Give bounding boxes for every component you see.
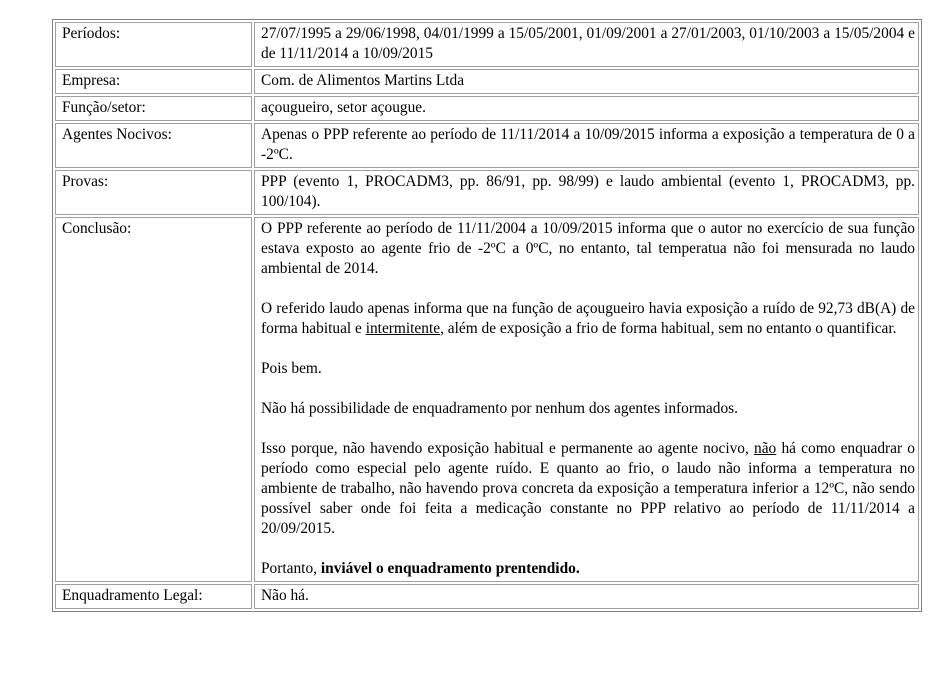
value-funcao: açougueiro, setor açougue. (254, 96, 919, 121)
conclusao-paragraph-4: Não há possibilidade de enquadramento por nenhum dos agentes informados. (261, 400, 738, 417)
label-periodos: Períodos: (55, 22, 252, 67)
summary-table (52, 19, 922, 612)
conclusao-p2-text-after: , além de exposição a frio de forma habitual, sem no entanto o quantificar. (440, 320, 897, 337)
row-funcao (55, 96, 919, 121)
conclusao-p2-text-before: O referido laudo apenas informa que na função de açougueiro havia exposição a ruído de 92,73 dB(A) de forma habitual e (261, 300, 915, 337)
row-agentes (55, 123, 919, 168)
conclusao-paragraph-6 (261, 559, 915, 579)
value-conclusao (254, 217, 919, 582)
conclusao-paragraph-1: O PPP referente ao período de 11/11/2004 a 10/09/2015 informa que o autor no exercício de sua função estava exposto ao agente frio de -2ºC a 0ºC, no entanto, tal temperatua não foi mensurada no laudo ambiental de 2014. (261, 220, 915, 277)
row-periodos (55, 22, 919, 67)
conclusao-p5-underlined-word: não (754, 440, 777, 457)
label-enquadramento: Enquadramento Legal: (55, 584, 252, 609)
conclusao-p6-text-before: Portanto, (261, 560, 321, 577)
conclusao-p6-bold-text: inviável o enquadramento prentendido. (320, 560, 580, 577)
value-agentes: Apenas o PPP referente ao período de 11/11/2014 a 10/09/2015 informa a exposição a temperatura de 0 a -2ºC. (254, 123, 919, 168)
row-empresa (55, 69, 919, 94)
value-empresa: Com. de Alimentos Martins Ltda (254, 69, 919, 94)
label-agentes: Agentes Nocivos: (55, 123, 252, 168)
label-conclusao: Conclusão: (55, 217, 252, 582)
row-conclusao (55, 217, 919, 582)
conclusao-p5-text-after: há como enquadrar o período como especial pelo agente ruído. E quanto ao frio, o laudo não informa a temperatura no ambiente de trabalho, não havendo prova concreta da exposição a temperatura inferior a 12ºC, não sendo possível saber onde foi feita a medicação constante no PPP relativo ao período de 11/11/2014 a 20/09/2015. (261, 440, 915, 537)
label-provas: Provas: (55, 170, 252, 215)
conclusao-p5-text-before: Isso porque, não havendo exposição habitual e permanente ao agente nocivo, (261, 440, 755, 457)
label-funcao: Função/setor: (55, 96, 252, 121)
conclusao-paragraph-3: Pois bem. (261, 360, 322, 377)
row-provas (55, 170, 919, 215)
conclusao-paragraph-5 (261, 439, 915, 539)
value-provas: PPP (evento 1, PROCADM3, pp. 86/91, pp. 98/99) e laudo ambiental (evento 1, PROCADM3, pp. 100/104). (254, 170, 919, 215)
conclusao-paragraph-2 (261, 299, 915, 339)
conclusao-p2-underlined-word: intermitente (365, 320, 441, 337)
row-enquadramento (55, 584, 919, 609)
label-empresa: Empresa: (55, 69, 252, 94)
value-periodos: 27/07/1995 a 29/06/1998, 04/01/1999 a 15/05/2001, 01/09/2001 a 27/01/2003, 01/10/2003 a 15/05/2004 e de 11/11/2014 a 10/09/2015 (254, 22, 919, 67)
value-enquadramento: Não há. (254, 584, 919, 609)
